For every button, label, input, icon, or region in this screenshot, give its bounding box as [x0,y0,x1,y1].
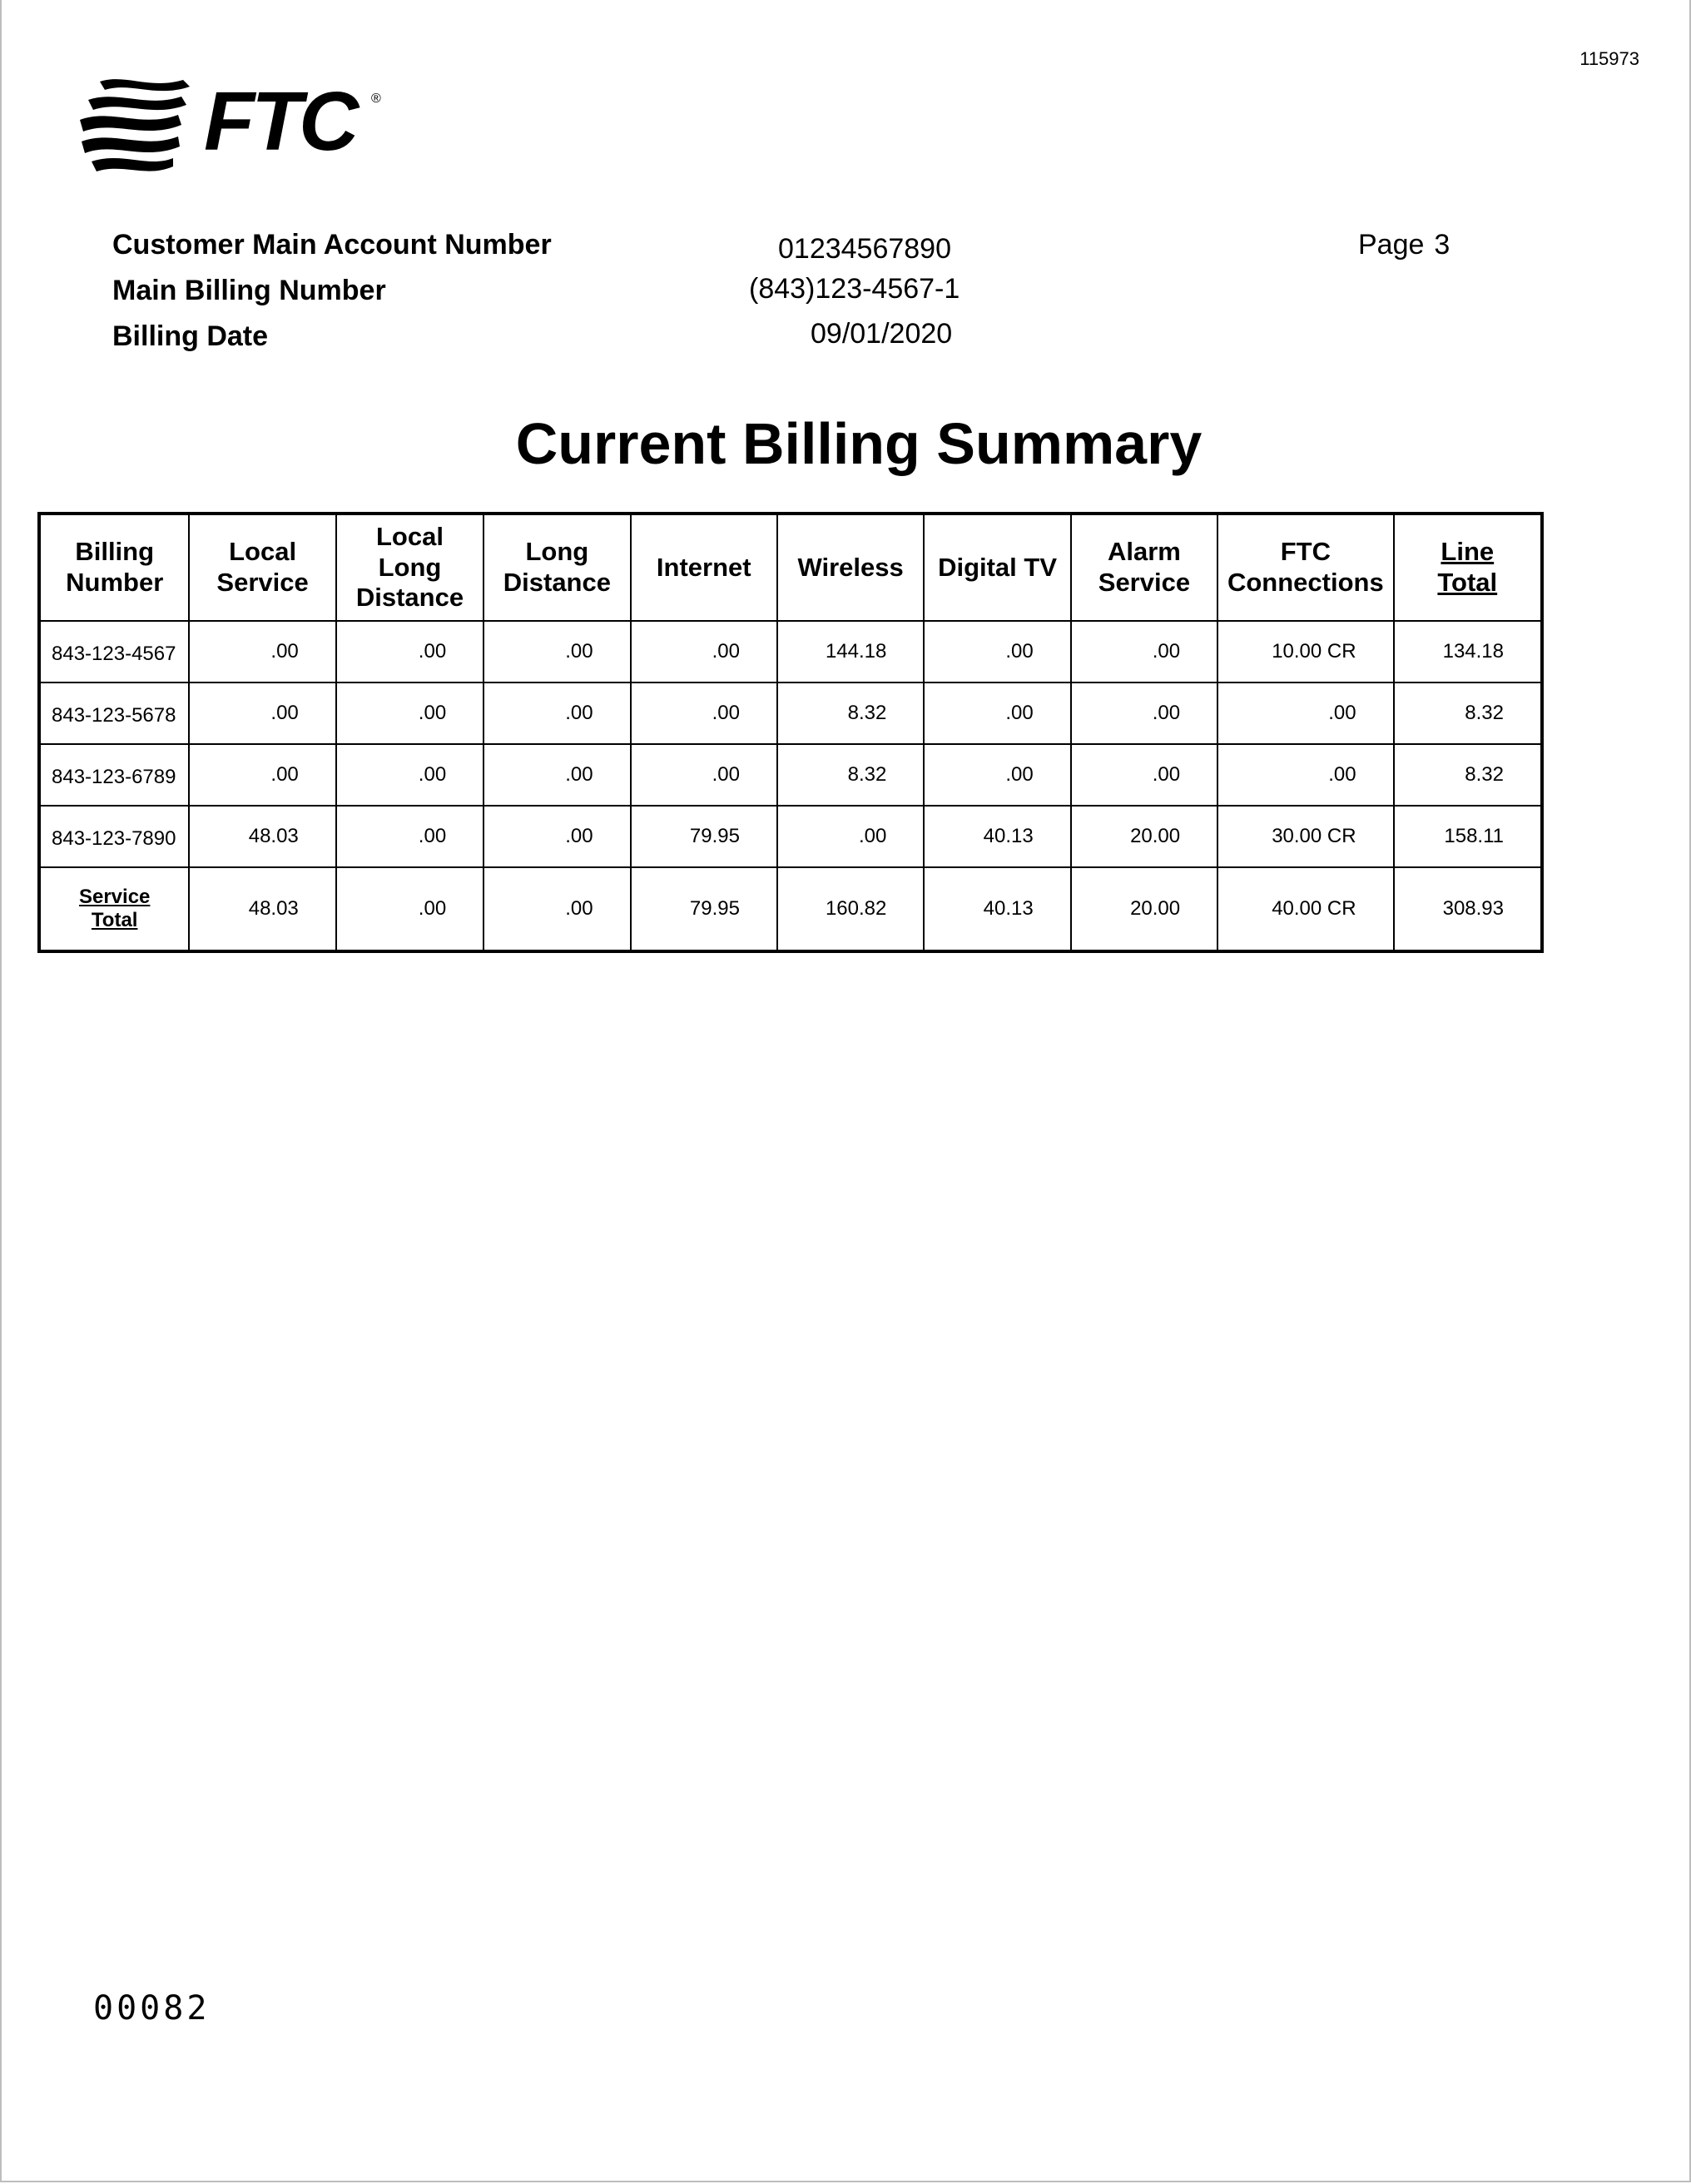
billing-summary-table [37,512,1544,953]
amount-cell: .00 [336,682,483,744]
total-amount-cell: 308.93 [1394,867,1542,951]
billing-date-value: 09/01/2020 [811,318,953,350]
column-header [924,514,1070,621]
main-billing-label: Main Billing Number [112,275,386,306]
amount-cell: 158.11 [1394,806,1542,867]
amount-cell: .00 [631,682,777,744]
amount-cell: 8.32 [777,682,924,744]
column-header-text: Distance [503,568,611,597]
amount-cell: 144.18 [777,621,924,682]
column-header-text: Number [66,568,164,597]
amount-cell: 8.32 [1394,682,1542,744]
amount-cell: 8.32 [777,744,924,806]
amount-cell: .00 [1217,682,1393,744]
logo-wordmark: FTC [204,75,356,168]
amount-cell: 134.18 [1394,621,1542,682]
column-header-text: Distance [355,583,464,613]
footer-code: 00082 [93,1989,211,2028]
table-row [39,682,1542,744]
total-amount-cell: .00 [336,867,483,951]
amount-cell: .00 [336,744,483,806]
amount-cell: .00 [483,806,630,867]
billing-number-cell: 843-123-5678 [39,682,189,744]
service-total-label [39,867,189,951]
service-total-row [39,867,1542,951]
amount-cell: .00 [1071,621,1217,682]
amount-cell: .00 [631,744,777,806]
amount-cell: .00 [336,621,483,682]
table-row [39,806,1542,867]
total-amount-cell: .00 [483,867,630,951]
service-total-label-text: Total [91,909,138,931]
column-header [336,514,483,621]
column-header-text: Connections [1227,568,1384,597]
amount-cell: 48.03 [189,806,335,867]
billing-number-cell: 843-123-6789 [39,744,189,806]
service-total-label-text: Service [78,886,151,909]
amount-cell: 30.00 CR [1217,806,1393,867]
column-header [777,514,924,621]
ftc-logo [75,75,391,183]
total-amount-cell: 40.00 CR [1217,867,1393,951]
amount-cell: 79.95 [631,806,777,867]
column-header [1217,514,1393,621]
amount-cell: .00 [336,806,483,867]
column-header [483,514,630,621]
amount-cell: .00 [189,682,335,744]
column-header-text: Total [1437,568,1498,597]
amount-cell: .00 [483,744,630,806]
page-value: 3 [1434,229,1450,261]
amount-cell: 8.32 [1394,744,1542,806]
table-header-row [39,514,1542,621]
page-number [1358,229,1450,261]
column-header [631,514,777,621]
amount-cell: .00 [189,744,335,806]
column-header-text: Internet [656,552,751,582]
amount-cell: 20.00 [1071,806,1217,867]
column-header [1394,514,1542,621]
column-header [1071,514,1217,621]
column-header-text: Wireless [797,552,904,582]
billing-number-cell: 843-123-4567 [39,621,189,682]
total-amount-cell: 20.00 [1071,867,1217,951]
amount-cell: .00 [924,744,1070,806]
customer-main-account-label: Customer Main Account Number [112,229,552,261]
amount-cell: .00 [1071,682,1217,744]
total-amount-cell: 48.03 [189,867,335,951]
amount-cell: .00 [483,621,630,682]
amount-cell: .00 [631,621,777,682]
billing-date-label: Billing Date [112,320,269,352]
main-billing-value: (843)123-4567-1 [749,273,960,305]
wave-emblem-icon [75,75,208,183]
page-label: Page [1358,229,1425,261]
page-title: Current Billing Summary [515,411,1203,476]
amount-cell: 40.13 [924,806,1070,867]
column-header-text: Alarm [1107,537,1181,567]
column-header-text: Long [378,552,442,582]
total-amount-cell: 79.95 [631,867,777,951]
table-row [39,744,1542,806]
column-header-text: Digital TV [938,552,1058,582]
registered-mark: ® [371,92,381,106]
column-header-text: Local [375,522,444,552]
column-header-text: FTC [1280,537,1331,567]
amount-cell: .00 [924,682,1070,744]
total-amount-cell: 160.82 [777,867,924,951]
amount-cell: 10.00 CR [1217,621,1393,682]
total-amount-cell: 40.13 [924,867,1070,951]
amount-cell: .00 [924,621,1070,682]
billing-number-cell: 843-123-7890 [39,806,189,867]
column-header-text: Long [525,537,589,567]
column-header-text: Service [1098,568,1191,597]
column-header-text: Service [216,568,309,597]
column-header-text: Billing [75,537,155,567]
amount-cell: .00 [189,621,335,682]
column-header-text: Line [1441,537,1495,567]
table-row [39,621,1542,682]
column-header [39,514,189,621]
column-header-text: Local [229,537,297,567]
amount-cell: .00 [1071,744,1217,806]
customer-main-account-value: 01234567890 [778,233,952,265]
column-header [189,514,335,621]
amount-cell: .00 [483,682,630,744]
amount-cell: .00 [1217,744,1393,806]
document-id: 115973 [1579,48,1639,69]
amount-cell: .00 [777,806,924,867]
